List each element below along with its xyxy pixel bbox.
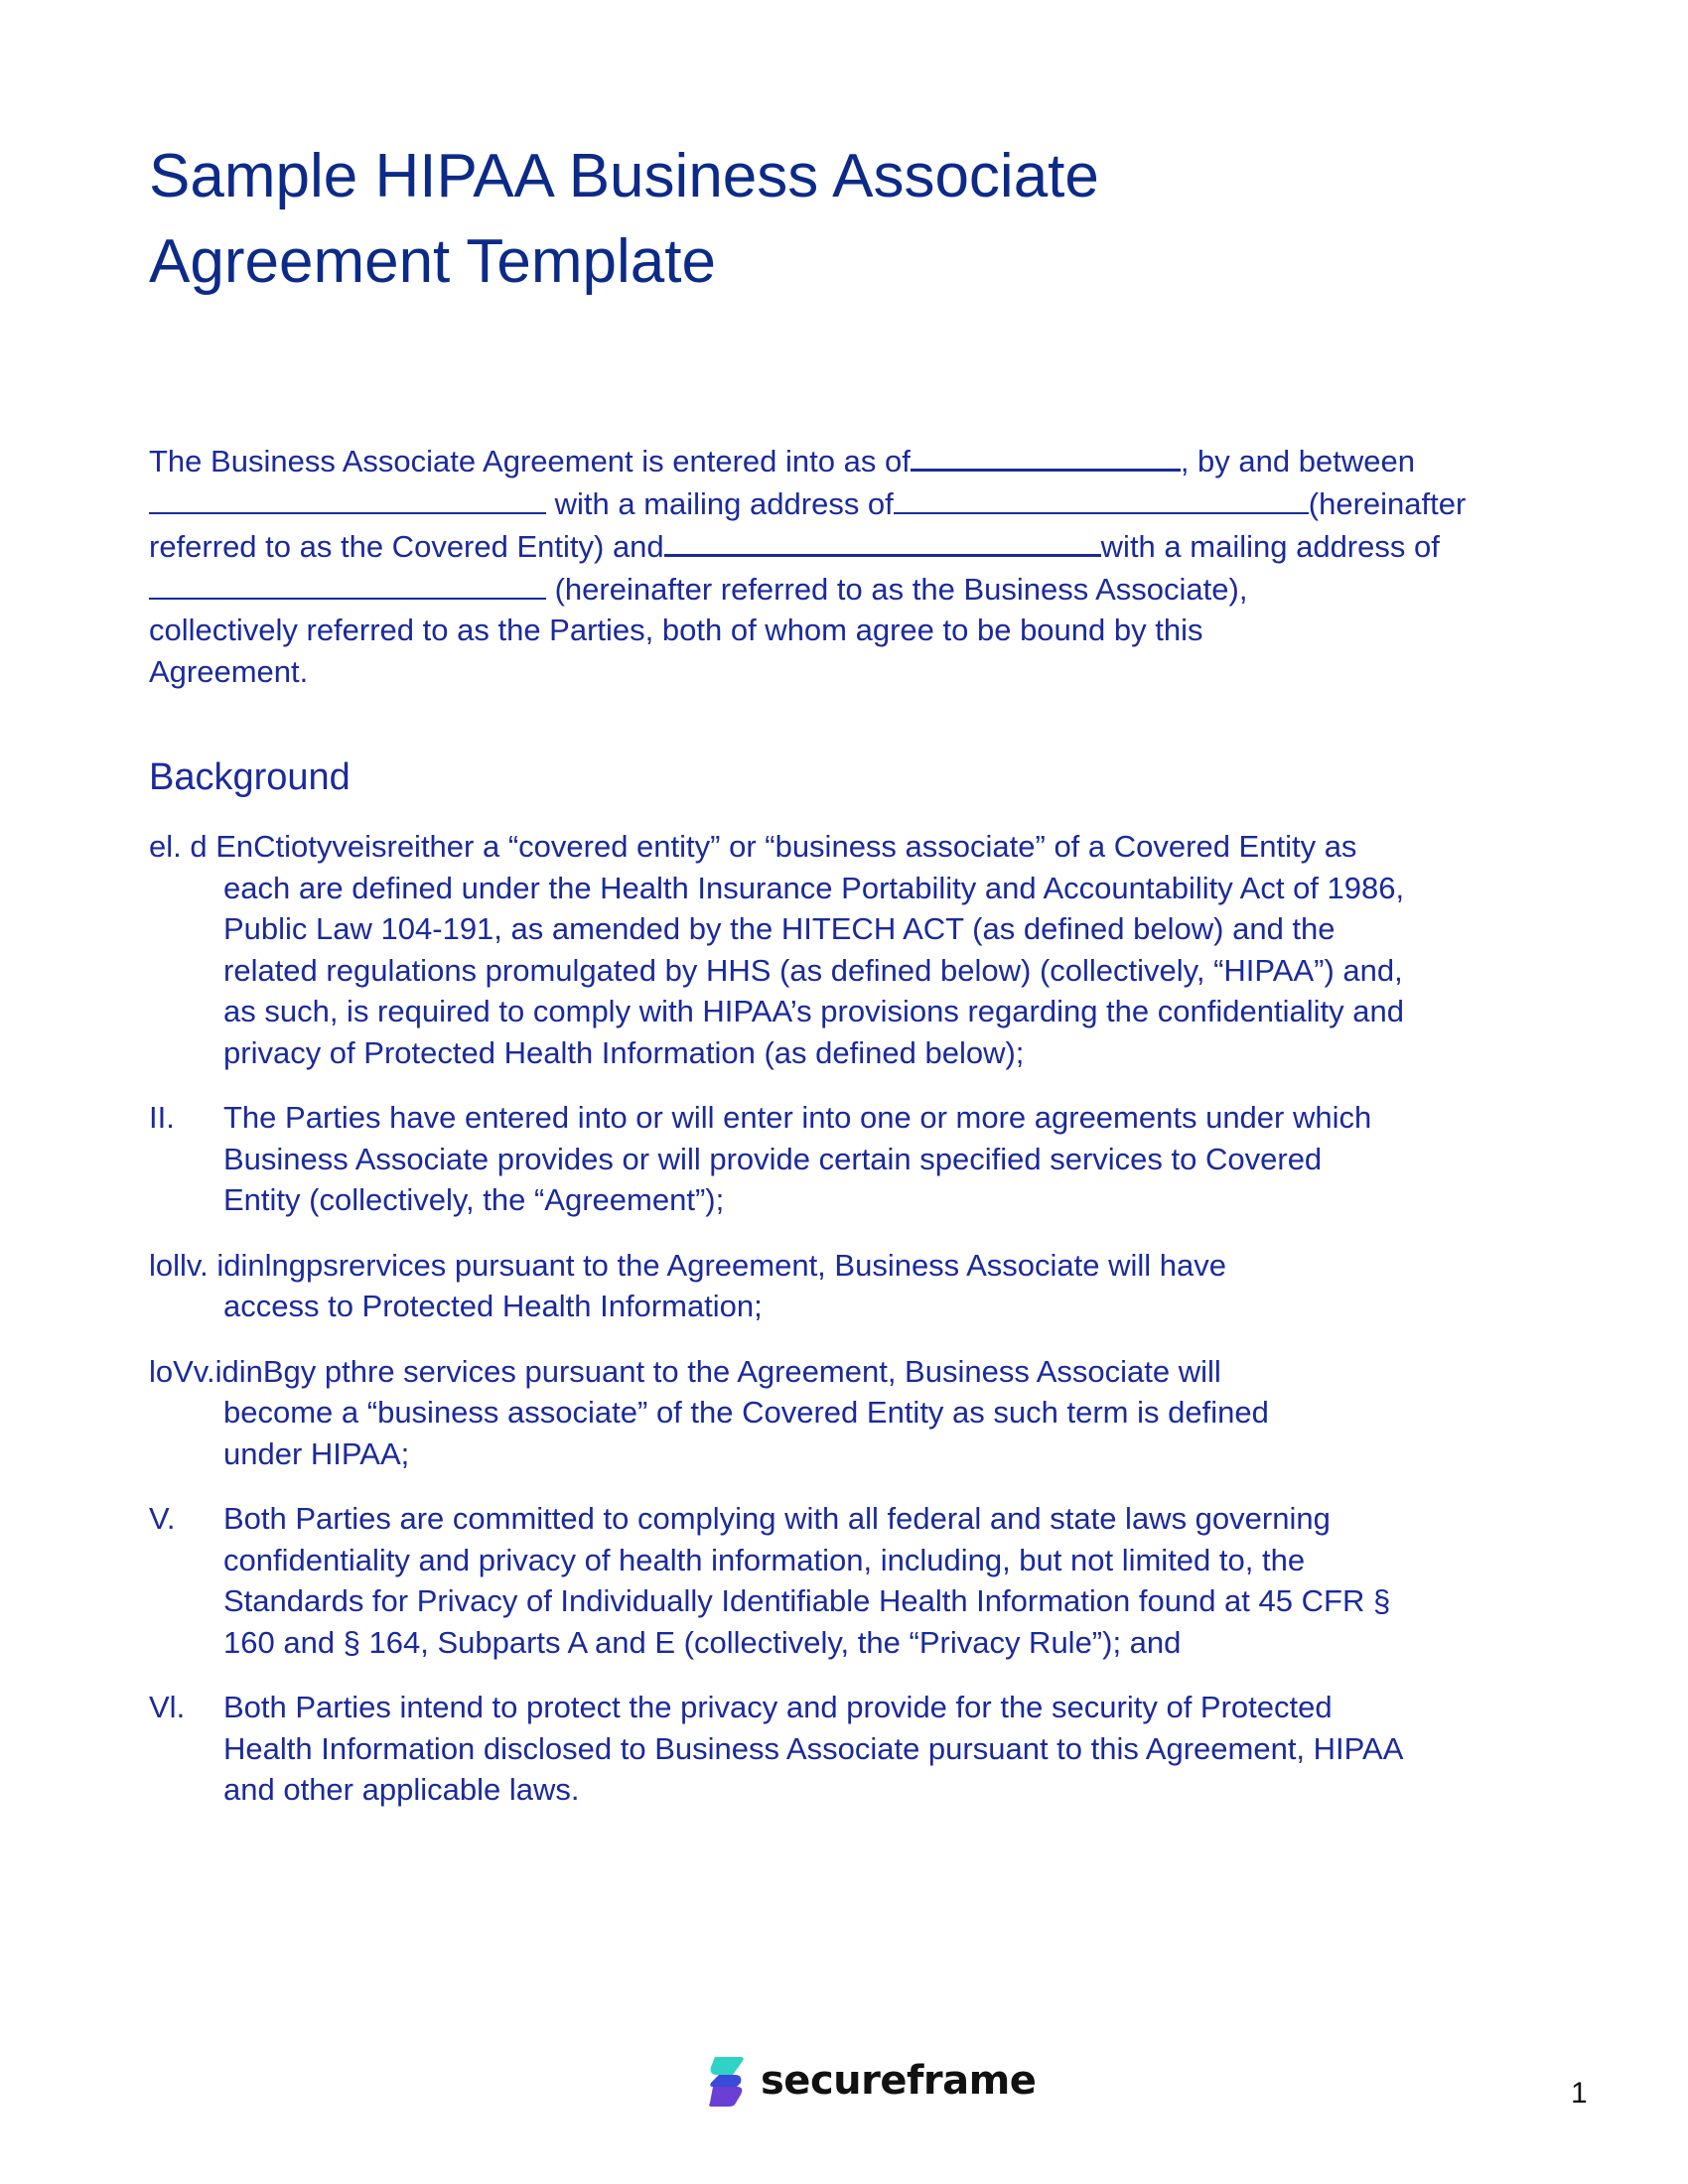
page-number: 1 bbox=[1571, 2077, 1588, 2110]
clause-line: privacy of Protected Health Information (as defined below); bbox=[223, 1034, 1025, 1070]
clause-5-line-1: Both Parties are committed to complying with all federal and state laws governing bbox=[223, 1501, 1331, 1536]
clause-4 bbox=[149, 1351, 1519, 1475]
clause-1-line-1: el. d EnCtiotyveisreither a “covered entity” or “business associate” of a Covered Entity as bbox=[149, 829, 1357, 864]
intro-line-5: collectively referred to as the Parties, both of whom agree to be bound by this bbox=[149, 613, 1203, 647]
clause-line: Standards for Privacy of Individually Identifiable Health Information found at 45 CFR § bbox=[223, 1583, 1391, 1618]
clause-6-number: Vl. bbox=[149, 1690, 186, 1724]
clause-line: confidentiality and privacy of health information, including, but not limited to, the bbox=[223, 1542, 1306, 1577]
clause-3-line-1: lollv. idinlngpsrervices pursuant to the Agreement, Business Associate will have bbox=[149, 1247, 1226, 1283]
intro-paragraph bbox=[149, 439, 1519, 692]
clause-2-line-1: The Parties have entered into or will enter into one or more agreements under which bbox=[223, 1100, 1372, 1135]
clause-line: as such, is required to comply with HIPAA’s provisions regarding the confidentiality and bbox=[223, 994, 1404, 1028]
clause-line: Business Associate provides or will provide certain specified services to Covered bbox=[223, 1141, 1323, 1176]
clause-2-number: II. bbox=[149, 1100, 175, 1135]
covered-entity-address-blank bbox=[894, 482, 1309, 514]
clause-line: Entity (collectively, the “Agreement”); bbox=[223, 1182, 725, 1217]
brand-wordmark: secureframe bbox=[761, 2058, 1037, 2104]
intro-line-2: with a mailing address of (hereinafter bbox=[149, 482, 1519, 525]
title-line-2: Agreement Template bbox=[149, 227, 716, 296]
intro-line-4: (hereinafter referred to as the Business Associate), bbox=[149, 568, 1519, 611]
clause-4-line-1: loVv.idinBgy pthre services pursuant to the Agreement, Business Associate will bbox=[149, 1353, 1221, 1389]
document-title bbox=[149, 134, 1440, 305]
clause-6 bbox=[149, 1687, 1519, 1811]
intro-line-6: Agreement. bbox=[149, 653, 309, 689]
business-associate-name-blank bbox=[664, 524, 1101, 557]
business-associate-address-blank bbox=[149, 568, 546, 600]
title-line-1: Sample HIPAA Business Associate bbox=[149, 142, 1099, 210]
clause-line: related regulations promulgated by HHS (as defined below) (collectively, “HIPAA”) and, bbox=[223, 952, 1403, 988]
clause-line: and other applicable laws. bbox=[223, 1772, 580, 1807]
clause-line: under HIPAA; bbox=[223, 1435, 410, 1471]
clause-6-line-1: Both Parties intend to protect the privacy and provide for the security of Protected bbox=[223, 1690, 1333, 1724]
intro-line-1: The Business Associate Agreement is entered into as of , by and between bbox=[149, 439, 1519, 482]
date-blank bbox=[911, 439, 1181, 472]
footer-logo bbox=[707, 2051, 1036, 2111]
clause-5-number: V. bbox=[149, 1501, 176, 1536]
secureframe-s-logo-icon bbox=[707, 2053, 747, 2109]
clause-line: 160 and § 164, Subparts A and E (collectively, the “Privacy Rule”); and bbox=[223, 1624, 1182, 1660]
clause-line: Health Information disclosed to Business Associate pursuant to this Agreement, HIPAA bbox=[223, 1730, 1404, 1766]
clause-line: access to Protected Health Information; bbox=[223, 1289, 763, 1323]
clause-line: Public Law 104-191, as amended by the HITECH ACT (as defined below) and the bbox=[223, 911, 1336, 946]
background-clauses bbox=[149, 826, 1519, 1835]
clause-line: become a “business associate” of the Covered Entity as such term is defined bbox=[223, 1395, 1269, 1430]
background-heading: Background bbox=[149, 756, 351, 798]
clause-5 bbox=[149, 1498, 1519, 1663]
clause-3 bbox=[149, 1245, 1519, 1327]
clause-line: each are defined under the Health Insurance Portability and Accountability Act of 1986, bbox=[223, 870, 1405, 905]
clause-1 bbox=[149, 826, 1519, 1073]
intro-line-3: referred to as the Covered Entity) and with a mailing address of bbox=[149, 524, 1519, 568]
covered-entity-name-blank bbox=[149, 482, 546, 514]
clause-2 bbox=[149, 1097, 1519, 1221]
